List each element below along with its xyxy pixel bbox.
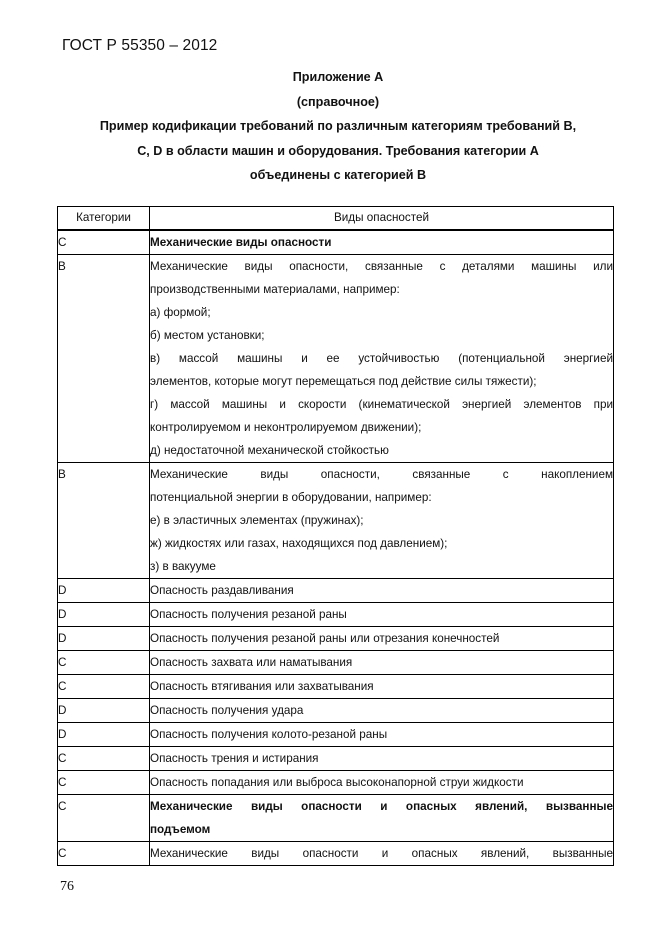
hazard-cell [150,842,614,866]
hazard-line: производственными материалами, например: [150,283,400,296]
hazard-cell [150,255,614,463]
category-cell: С [58,842,150,866]
table-row [58,795,614,842]
category-cell: В [58,255,150,463]
table-row [58,230,614,255]
hazard-line: Механические виды опасности и опасных явлений, вызванные [150,800,613,813]
column-header-hazards: Виды опасностей [150,207,614,231]
hazard-line: е) в эластичных элементах (пружинах); [150,514,364,527]
hazard-line: элементов, которые могут перемещаться под действие силы тяжести); [150,375,537,388]
hazard-line: Опасность захвата или наматывания [150,656,353,669]
hazard-line: подъемом [150,823,211,836]
hazard-line: а) формой; [150,306,211,319]
category-cell: С [58,771,150,795]
hazard-cell [150,699,614,723]
hazard-line: Опасность получения резаной раны или отрезания конечностей [150,632,500,645]
table-row [58,771,614,795]
table-row [58,627,614,651]
hazard-cell [150,747,614,771]
hazard-cell [150,463,614,579]
hazard-cell [150,723,614,747]
hazard-line: Опасность втягивания или захватывания [150,680,374,693]
hazard-line: Опасность попадания или выброса высоконапорной струи жидкости [150,776,524,789]
hazard-line: б) местом установки; [150,329,265,342]
hazard-cell [150,651,614,675]
table-row [58,699,614,723]
appendix-heading-line-3: объединены с категорией В [249,168,427,182]
category-cell: D [58,723,150,747]
hazard-cell [150,795,614,842]
table-row [58,842,614,866]
hazard-line: ж) жидкостях или газах, находящихся под давлением); [150,537,448,550]
hazard-line: Механические виды опасности, связанные с накоплением [150,468,613,481]
category-cell: D [58,699,150,723]
hazard-line: Опасность получения удара [150,704,304,717]
hazard-line: контролируемом и неконтролируемом движении); [150,421,422,434]
hazard-line: Механические виды опасности, связанные с деталями машины или [150,260,613,273]
table-row [58,579,614,603]
category-cell: С [58,230,150,255]
hazard-cell [150,603,614,627]
hazard-line: Механические виды опасности [150,236,332,249]
appendix-label: Приложение А [292,70,384,84]
hazard-line: Механические виды опасности и опасных явлений, вызванные [150,847,613,860]
table-row [58,747,614,771]
appendix-heading-line-1: Пример кодификации требований по различным категориям требований В, [99,119,577,133]
hazard-cell [150,627,614,651]
hazard-line: Опасность раздавливания [150,584,294,597]
table-header-row [58,207,614,231]
hazard-line: Опасность получения колото-резаной раны [150,728,388,741]
table-row [58,463,614,579]
table-row [58,723,614,747]
category-cell: D [58,627,150,651]
hazard-line: з) в вакууме [150,560,216,573]
appendix-type: (справочное) [296,94,380,109]
hazard-cell [150,675,614,699]
appendix-heading-line-2: С, D в области машин и оборудования. Требования категории А [137,143,539,158]
document-code: ГОСТ Р 55350 – 2012 [62,37,218,54]
category-cell: С [58,747,150,771]
hazard-cell [150,230,614,255]
category-cell: D [58,579,150,603]
hazard-line: в) массой машины и ее устойчивостью (потенциальной энергией [150,352,613,365]
hazard-line: Опасность трения и истирания [150,752,319,765]
table-row [58,675,614,699]
hazard-line: потенциальной энергии в оборудовании, например: [150,491,432,504]
appendix-title [40,65,636,188]
column-header-category: Категории [58,207,150,231]
table-row [58,255,614,463]
hazard-cell [150,579,614,603]
category-cell: D [58,603,150,627]
category-cell: С [58,795,150,842]
hazard-line: д) недостаточной механической стойкостью [150,444,389,457]
category-cell: В [58,463,150,579]
hazard-cell [150,771,614,795]
category-cell: С [58,675,150,699]
hazard-line: Опасность получения резаной раны [150,608,347,621]
category-cell: С [58,651,150,675]
table-row [58,603,614,627]
table-row [58,651,614,675]
hazard-line: г) массой машины и скорости (кинематической энергией элементов при [150,398,613,411]
page-number: 76 [60,879,74,894]
hazard-table [57,206,614,866]
